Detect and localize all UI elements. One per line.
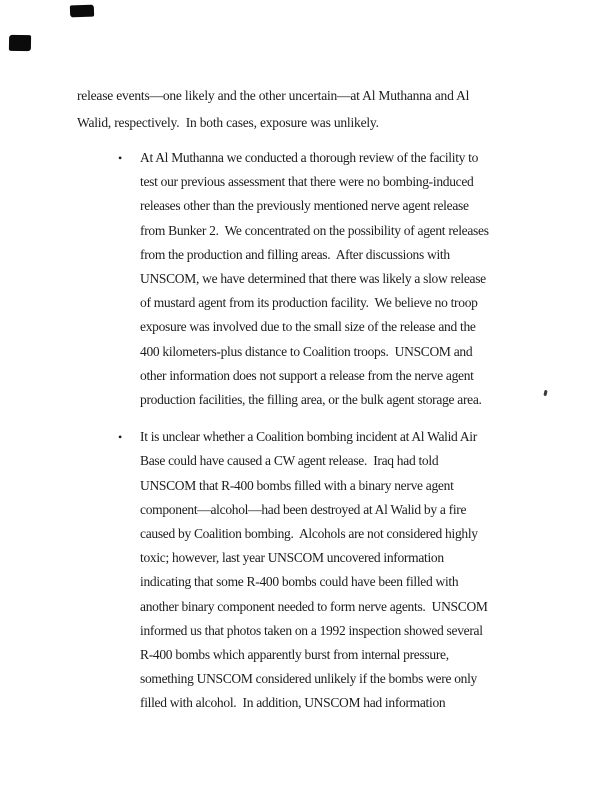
text-line: Walid, respectively. In both cases, exposure was unlikely. [77,115,379,130]
text-line: of mustard agent from its production facility. We believe no troop [140,295,478,311]
text-line: from the production and filling areas. After discussions with [140,246,450,262]
text-line: R-400 bombs which apparently burst from internal pressure, [140,647,449,663]
text-line: production facilities, the filling area, or the bulk agent storage area. [140,392,482,408]
bullet-list [118,146,489,729]
text-line: caused by Coalition bombing. Alcohols are not considered highly [140,526,478,542]
scan-artifact-speck [543,390,547,396]
text-line: from Bunker 2. We concentrated on the possibility of agent releases [140,222,489,238]
text-line: At Al Muthanna we conducted a thorough review of the facility to [140,150,479,165]
text-line: UNSCOM that R-400 bombs filled with a binary nerve agent [140,477,454,493]
bullet-icon: • [118,151,122,165]
text-line: other information does not support a release from the nerve agent [140,367,474,383]
text-line: component—alcohol—had been destroyed at Al Walid by a fire [140,501,467,517]
text-line: 400 kilometers-plus distance to Coalition troops. UNSCOM and [140,343,473,359]
text-line: It is unclear whether a Coalition bombing incident at Al Walid Air [140,429,477,445]
text-line: Base could have caused a CW agent release. Iraq had told [140,453,439,469]
intro-paragraph [77,82,469,136]
text-line: toxic; however, last year UNSCOM uncovered information [140,550,444,566]
text-line: exposure was involved due to the small size of the release and the [140,319,476,335]
bullet-icon: • [118,430,122,445]
text-line: release events—one likely and the other uncertain—at Al Muthanna and Al [77,88,470,103]
text-line: informed us that photos taken on a 1992 inspection showed several [140,622,483,638]
text-line: releases other than the previously mentioned nerve agent release [140,198,469,214]
text-line: test our previous assessment that there were no bombing-induced [140,174,474,190]
text-line: something UNSCOM considered unlikely if the bombs were only [140,671,478,687]
text-line: indicating that some R-400 bombs could have been filled with [140,574,459,590]
text-line: another binary component needed to form nerve agents. UNSCOM [140,598,488,614]
scan-artifact-mark-left [9,35,31,51]
scan-artifact-mark-top [70,5,94,18]
text-line: UNSCOM, we have determined that there was likely a slow release [140,271,486,287]
text-line: filled with alcohol. In addition, UNSCOM had information [140,695,446,711]
bullet-item-al-walid [118,425,489,715]
bullet-item-al-muthanna [118,146,489,412]
